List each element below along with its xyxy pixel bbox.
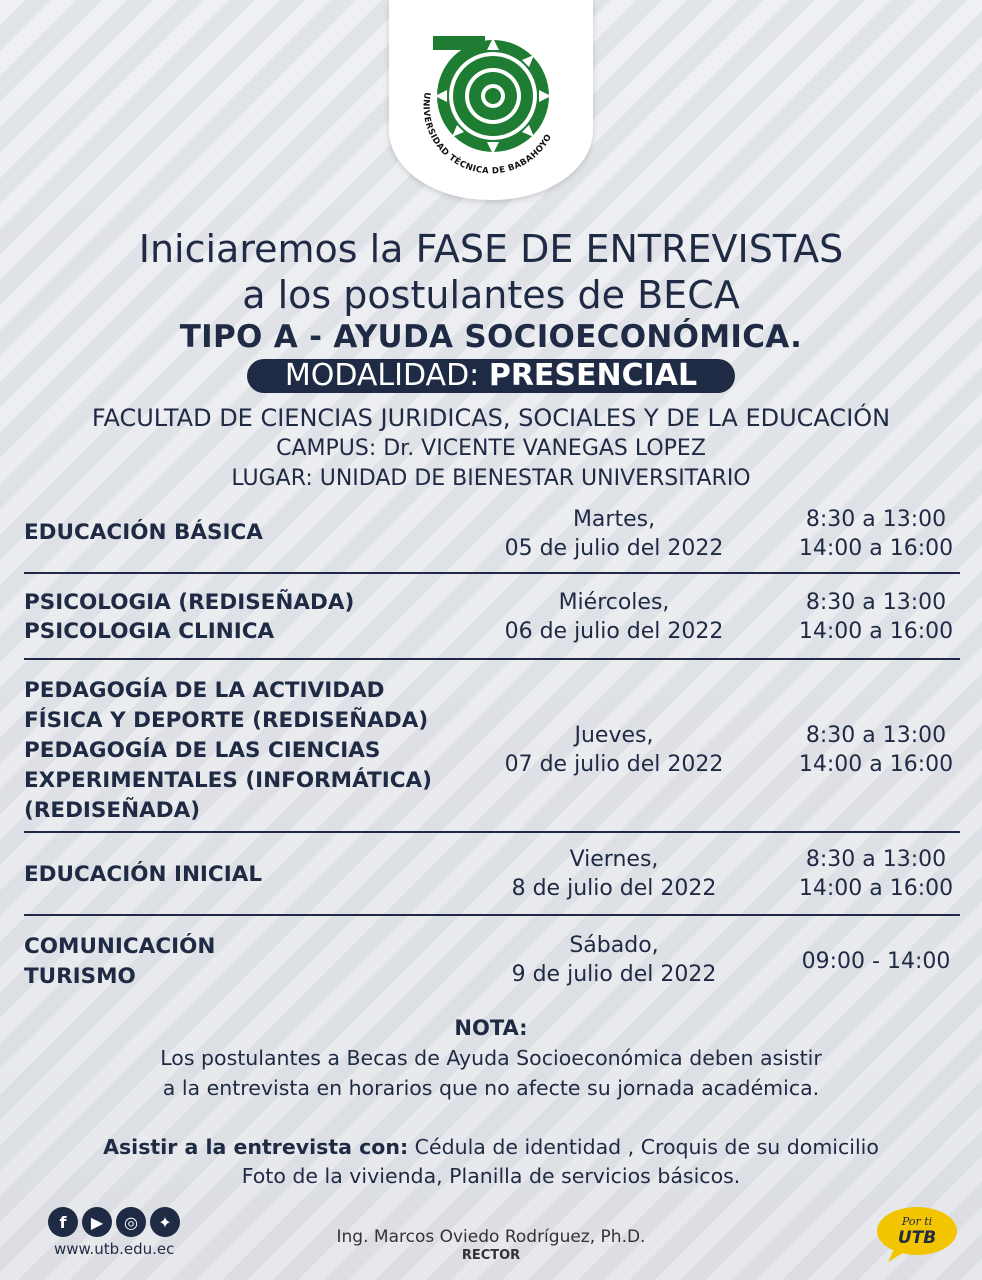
career-name: PEDAGOGÍA DE LA ACTIVIDAD <box>24 678 385 703</box>
date: 07 de julio del 2022 <box>504 752 724 777</box>
date: 06 de julio del 2022 <box>504 619 724 644</box>
university-logo <box>389 0 593 200</box>
career-name: TURISMO <box>24 964 136 989</box>
career-name: EDUCACIÓN BÁSICA <box>24 520 263 545</box>
note-line-1: Los postulantes a Becas de Ayuda Socioeconómica deben asistir <box>160 1046 822 1070</box>
career-name: PSICOLOGIA (REDISEÑADA) <box>24 590 355 615</box>
time-slot: 8:30 a 13:00 <box>805 507 947 532</box>
svg-text:UTB: UTB <box>897 1228 937 1248</box>
youtube-icon[interactable]: ▶ <box>82 1207 112 1237</box>
career-name: (REDISEÑADA) <box>24 798 201 823</box>
requirements-label: Asistir a la entrevista con: <box>103 1135 409 1159</box>
modalidad-badge: MODALIDAD: PRESENCIAL <box>247 359 735 393</box>
time-slot: 14:00 a 16:00 <box>798 536 954 561</box>
website-link[interactable]: www.utb.edu.ec <box>54 1240 175 1258</box>
day: Viernes, <box>569 847 659 872</box>
time-slot: 8:30 a 13:00 <box>805 847 947 872</box>
career-name: EDUCACIÓN INICIAL <box>24 862 263 887</box>
note-line-2: a la entrevista en horarios que no afecte su jornada académica. <box>162 1076 820 1100</box>
date: 8 de julio del 2022 <box>511 876 717 901</box>
day: Sábado, <box>569 933 659 958</box>
headline-line-1: Iniciaremos la FASE DE ENTREVISTAS <box>138 227 844 271</box>
date: 9 de julio del 2022 <box>511 962 717 987</box>
place: LUGAR: UNIDAD DE BIENESTAR UNIVERSITARIO <box>231 466 751 491</box>
requirements-line-2: Foto de la vivienda, Planilla de servicios básicos. <box>241 1164 741 1188</box>
modalidad-value: PRESENCIAL <box>488 358 698 393</box>
note-title: NOTA: <box>454 1016 528 1040</box>
day: Miércoles, <box>558 590 670 615</box>
time-slot: 14:00 a 16:00 <box>798 876 954 901</box>
requirements-line-1: Asistir a la entrevista con: Cédula de identidad , Croquis de su domicilio <box>103 1135 879 1159</box>
time-slot: 14:00 a 16:00 <box>798 752 954 777</box>
logo-ring-text: UNIVERSIDAD TÉCNICA DE BABAHOYO <box>420 91 555 177</box>
facebook-icon[interactable]: f <box>48 1207 78 1237</box>
row-divider <box>24 658 960 660</box>
time-slot: 14:00 a 16:00 <box>798 619 954 644</box>
signer-name: Ing. Marcos Oviedo Rodríguez, Ph.D. <box>336 1227 646 1247</box>
time-slot: 8:30 a 13:00 <box>805 590 947 615</box>
headline-line-2: a los postulantes de BECA <box>242 273 740 317</box>
instagram-icon[interactable]: ◎ <box>116 1207 146 1237</box>
day: Martes, <box>572 507 656 532</box>
twitter-icon[interactable]: ✦ <box>150 1207 180 1237</box>
campus: CAMPUS: Dr. VICENTE VANEGAS LOPEZ <box>276 436 706 461</box>
time-slot: 8:30 a 13:00 <box>805 723 947 748</box>
row-divider <box>24 914 960 916</box>
row-divider <box>24 831 960 833</box>
svg-text:Por ti: Por ti <box>901 1215 933 1228</box>
career-name: PSICOLOGIA CLINICA <box>24 619 275 644</box>
date: 05 de julio del 2022 <box>504 536 724 561</box>
career-name: COMUNICACIÓN <box>24 934 216 959</box>
career-name: PEDAGOGÍA DE LAS CIENCIAS <box>24 738 381 763</box>
signer-role: RECTOR <box>461 1248 521 1263</box>
subtitle: TIPO A - AYUDA SOCIOECONÓMICA. <box>179 319 803 355</box>
day: Jueves, <box>574 723 654 748</box>
career-name: EXPERIMENTALES (INFORMÁTICA) <box>24 768 432 793</box>
career-name: FÍSICA Y DEPORTE (REDISEÑADA) <box>24 708 429 733</box>
por-ti-utb-badge <box>874 1203 960 1263</box>
row-divider <box>24 572 960 574</box>
time-slot: 09:00 - 14:00 <box>801 949 951 974</box>
faculty: FACULTAD DE CIENCIAS JURIDICAS, SOCIALES Y DE LA EDUCACIÓN <box>91 404 891 432</box>
